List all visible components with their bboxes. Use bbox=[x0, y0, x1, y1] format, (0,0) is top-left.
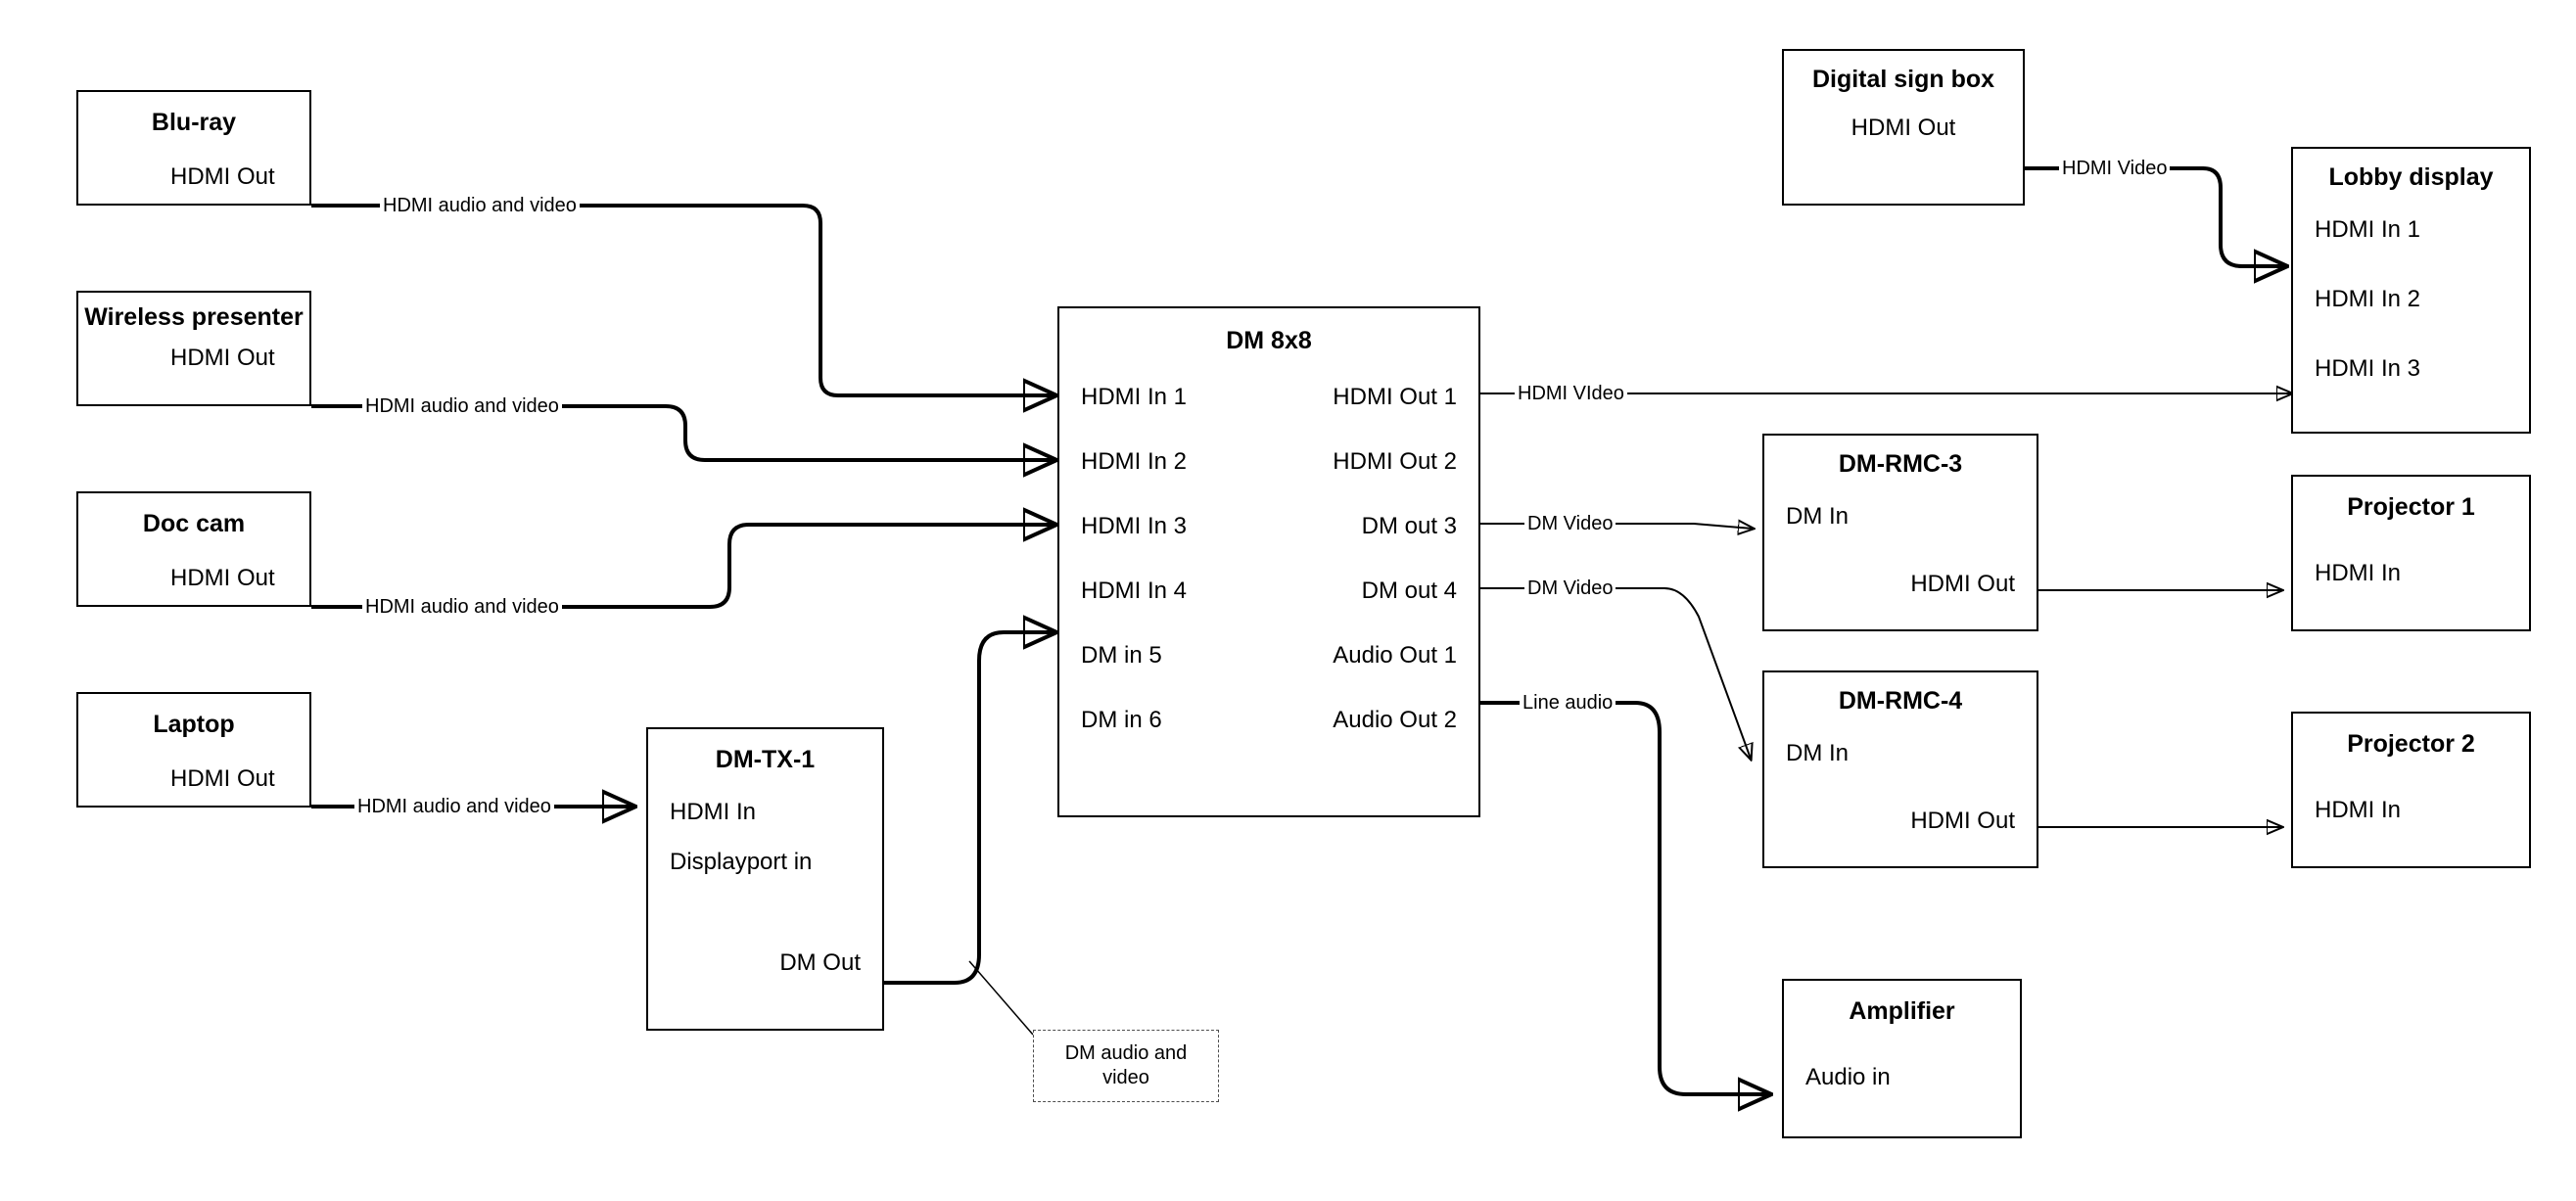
edge-label-dm-to-rmc3: DM Video bbox=[1524, 513, 1616, 535]
node-dm-8x8-output-hdmi-out-2: HDMI Out 2 bbox=[1333, 448, 1457, 475]
node-digital-sign-box-port-hdmi-out: HDMI Out bbox=[1850, 115, 1956, 142]
node-dm-rmc-3-port-hdmi-out: HDMI Out bbox=[1910, 571, 2015, 598]
edge-label-dm-to-rmc4: DM Video bbox=[1524, 577, 1616, 600]
edge-label-wireless-to-dm: HDMI audio and video bbox=[362, 395, 562, 418]
node-dm-8x8[interactable] bbox=[1057, 306, 1480, 817]
node-dm-tx-1-port-dm-out: DM Out bbox=[779, 948, 861, 976]
node-projector-2[interactable] bbox=[2291, 712, 2531, 868]
edge-label-doccam-to-dm: HDMI audio and video bbox=[362, 596, 562, 619]
edge-label-dm-to-amp: Line audio bbox=[1520, 692, 1616, 715]
edge-label-signbox-to-lobby: HDMI Video bbox=[2059, 158, 2170, 180]
node-dm-tx-1-port-displayport-in: Displayport in bbox=[670, 849, 813, 876]
node-dm-rmc-3-title: DM-RMC-3 bbox=[1838, 450, 1963, 478]
node-projector-1-title: Projector 1 bbox=[2347, 493, 2475, 521]
node-dm-rmc-3-port-dm-in: DM In bbox=[1786, 503, 1850, 531]
node-dm-8x8-input-hdmi-in-1: HDMI In 1 bbox=[1081, 384, 1188, 410]
edge-label-laptop-to-tx: HDMI audio and video bbox=[354, 796, 554, 818]
node-amplifier[interactable] bbox=[1782, 979, 2022, 1138]
node-dm-rmc-4-port-hdmi-out: HDMI Out bbox=[1910, 808, 2015, 835]
node-dm-tx-1[interactable] bbox=[646, 727, 884, 1031]
node-digital-sign-box[interactable] bbox=[1782, 49, 2025, 206]
node-laptop-title: Laptop bbox=[153, 711, 235, 738]
node-dm-8x8-input-hdmi-in-4: HDMI In 4 bbox=[1081, 577, 1188, 604]
edge-label-bluray-to-dm: HDMI audio and video bbox=[380, 195, 580, 217]
node-dm-8x8-input-dm-in-6: DM in 6 bbox=[1081, 707, 1162, 733]
node-bluray[interactable] bbox=[76, 90, 311, 206]
node-laptop-port-hdmi-out: HDMI Out bbox=[170, 765, 275, 793]
node-dm-8x8-output-dm-out-3: DM out 3 bbox=[1361, 513, 1457, 539]
node-dm-rmc-4-port-dm-in: DM In bbox=[1786, 740, 1850, 767]
node-dm-8x8-output-hdmi-out-1: HDMI Out 1 bbox=[1333, 384, 1457, 410]
node-projector-2-title: Projector 2 bbox=[2347, 730, 2475, 758]
node-laptop[interactable] bbox=[76, 692, 311, 808]
node-wireless-presenter[interactable] bbox=[76, 291, 311, 406]
node-dm-tx-1-port-hdmi-in: HDMI In bbox=[670, 799, 757, 826]
node-doc-cam-title: Doc cam bbox=[142, 510, 246, 537]
node-wireless-presenter-title: Wireless presenter bbox=[84, 303, 304, 331]
node-digital-sign-box-title: Digital sign box bbox=[1811, 66, 1995, 93]
node-dm-tx-1-title: DM-TX-1 bbox=[715, 746, 816, 773]
node-amplifier-title: Amplifier bbox=[1849, 997, 1955, 1025]
node-dm-rmc-3[interactable] bbox=[1762, 434, 2038, 631]
node-wireless-presenter-port-hdmi-out: HDMI Out bbox=[170, 345, 275, 372]
node-lobby-display-port-hdmi-in-2: HDMI In 2 bbox=[2315, 286, 2421, 313]
node-projector-2-port-hdmi-in: HDMI In bbox=[2315, 797, 2402, 824]
note-dm-audio-and-video: DM audio and video bbox=[1033, 1030, 1219, 1102]
node-projector-1[interactable] bbox=[2291, 475, 2531, 631]
node-dm-8x8-input-hdmi-in-3: HDMI In 3 bbox=[1081, 513, 1188, 539]
node-amplifier-port-audio-in: Audio in bbox=[1805, 1064, 1891, 1091]
edge-label-dm-to-lobby: HDMI VIdeo bbox=[1515, 383, 1627, 405]
node-lobby-display[interactable] bbox=[2291, 147, 2531, 434]
node-doc-cam[interactable] bbox=[76, 491, 311, 607]
node-lobby-display-title: Lobby display bbox=[2328, 163, 2494, 191]
node-dm-8x8-output-audio-out-1: Audio Out 1 bbox=[1333, 642, 1457, 669]
node-dm-8x8-input-dm-in-5: DM in 5 bbox=[1081, 642, 1162, 669]
node-dm-8x8-input-hdmi-in-2: HDMI In 2 bbox=[1081, 448, 1188, 475]
node-dm-8x8-output-audio-out-2: Audio Out 2 bbox=[1333, 707, 1457, 733]
node-lobby-display-port-hdmi-in-1: HDMI In 1 bbox=[2315, 216, 2421, 244]
node-bluray-port-hdmi-out: HDMI Out bbox=[170, 163, 275, 191]
node-doc-cam-port-hdmi-out: HDMI Out bbox=[170, 565, 275, 592]
node-projector-1-port-hdmi-in: HDMI In bbox=[2315, 560, 2402, 587]
node-bluray-title: Blu-ray bbox=[151, 109, 237, 136]
node-dm-rmc-4[interactable] bbox=[1762, 670, 2038, 868]
node-dm-8x8-title: DM 8x8 bbox=[1226, 327, 1312, 354]
node-lobby-display-port-hdmi-in-3: HDMI In 3 bbox=[2315, 354, 2421, 382]
node-dm-rmc-4-title: DM-RMC-4 bbox=[1838, 687, 1963, 715]
node-dm-8x8-output-dm-out-4: DM out 4 bbox=[1361, 577, 1457, 604]
